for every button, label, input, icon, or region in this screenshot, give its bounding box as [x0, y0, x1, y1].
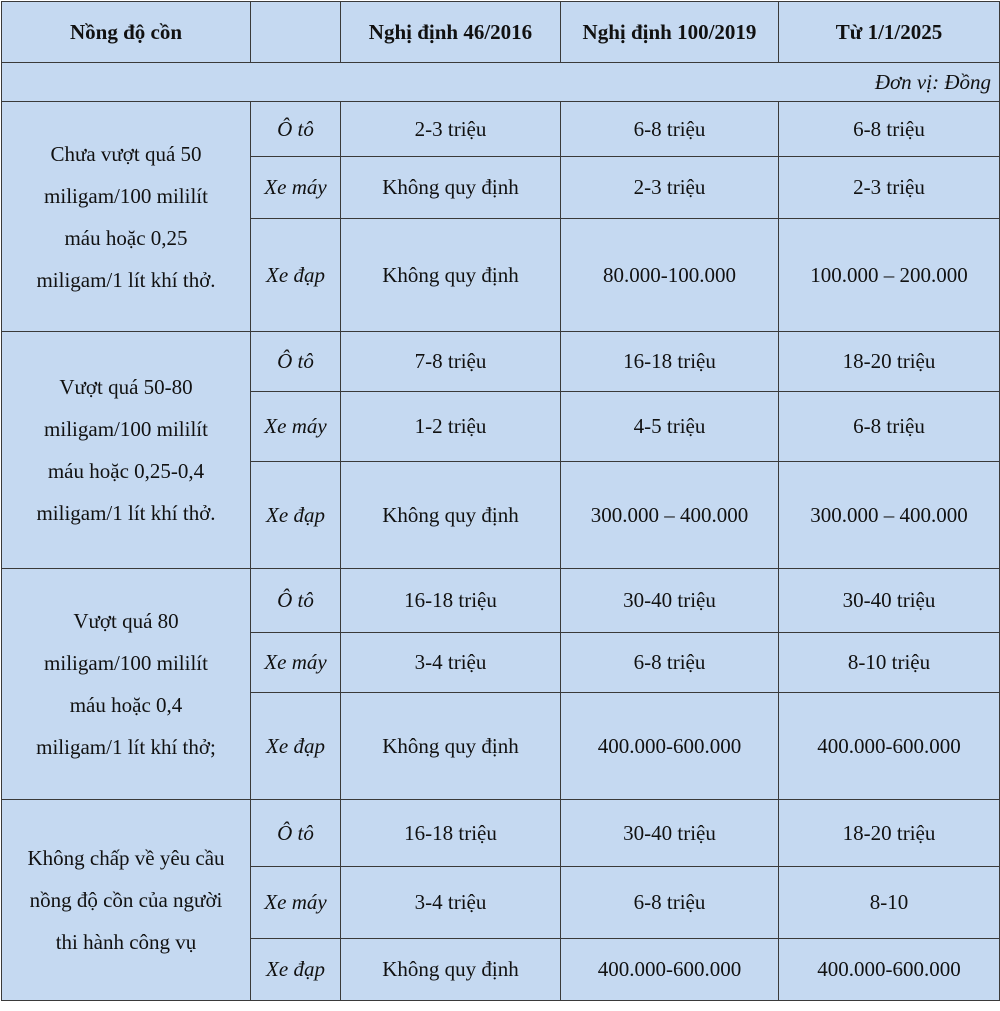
header-decree-100-2019: Nghị định 100/2019 [561, 2, 779, 63]
fine-2025: 18-20 triệu [779, 800, 1000, 867]
vehicle-type: Xe đạp [251, 939, 341, 1001]
fine-2025: 30-40 triệu [779, 569, 1000, 633]
alcohol-fines-table [1, 1, 1000, 1001]
fine-2016: Không quy định [341, 219, 561, 332]
fine-2019: 2-3 triệu [561, 157, 779, 219]
fine-2025: 8-10 triệu [779, 633, 1000, 693]
fine-2016: 1-2 triệu [341, 392, 561, 462]
fine-2019: 4-5 triệu [561, 392, 779, 462]
fine-2025: 8-10 [779, 867, 1000, 939]
condition-line: Không chấp về yêu cầu [27, 846, 225, 870]
vehicle-type: Ô tô [251, 332, 341, 392]
fine-2016: 16-18 triệu [341, 800, 561, 867]
vehicle-type: Xe đạp [251, 219, 341, 332]
table-row [2, 800, 1000, 867]
fine-2019: 16-18 triệu [561, 332, 779, 392]
vehicle-type: Ô tô [251, 800, 341, 867]
fine-2025: 300.000 – 400.000 [779, 462, 1000, 569]
alcohol-condition [2, 102, 251, 332]
fine-2019: 400.000-600.000 [561, 939, 779, 1001]
vehicle-type: Xe máy [251, 157, 341, 219]
header-decree-46-2016: Nghị định 46/2016 [341, 2, 561, 63]
fine-2025: 6-8 triệu [779, 102, 1000, 157]
condition-line: nồng độ cồn của người [29, 888, 223, 912]
fine-2016: 2-3 triệu [341, 102, 561, 157]
unit-row [2, 63, 1000, 102]
condition-line: miligam/100 mililít [44, 417, 208, 441]
fine-2019: 6-8 triệu [561, 102, 779, 157]
condition-line: miligam/1 lít khí thở; [36, 735, 216, 759]
condition-line: miligam/1 lít khí thở. [36, 501, 216, 525]
alcohol-condition [2, 332, 251, 569]
table-row [2, 102, 1000, 157]
vehicle-type: Ô tô [251, 102, 341, 157]
table-row [2, 332, 1000, 392]
header-vehicle [251, 2, 341, 63]
fine-2019: 30-40 triệu [561, 800, 779, 867]
condition-line: miligam/100 mililít [44, 651, 208, 675]
condition-line: thi hành công vụ [55, 930, 197, 954]
condition-line: Chưa vượt quá 50 [50, 141, 202, 166]
condition-line: máu hoặc 0,25 [64, 225, 188, 250]
fine-2016: 16-18 triệu [341, 569, 561, 633]
fine-2025: 400.000-600.000 [779, 693, 1000, 800]
fine-2016: Không quy định [341, 939, 561, 1001]
header-row [2, 2, 1000, 63]
fine-2016: Không quy định [341, 693, 561, 800]
vehicle-type: Xe đạp [251, 693, 341, 800]
unit-label: Đơn vị: Đồng [2, 63, 1000, 102]
condition-line: máu hoặc 0,4 [69, 693, 183, 717]
fine-2019: 400.000-600.000 [561, 693, 779, 800]
fine-2019: 300.000 – 400.000 [561, 462, 779, 569]
fine-2025: 400.000-600.000 [779, 939, 1000, 1001]
header-from-2025: Từ 1/1/2025 [779, 2, 1000, 63]
header-alcohol-level: Nồng độ cồn [2, 2, 251, 63]
fine-2016: 7-8 triệu [341, 332, 561, 392]
condition-line: máu hoặc 0,25-0,4 [47, 459, 205, 483]
vehicle-type: Xe máy [251, 867, 341, 939]
fine-2016: Không quy định [341, 157, 561, 219]
fine-2025: 18-20 triệu [779, 332, 1000, 392]
vehicle-type: Xe đạp [251, 462, 341, 569]
vehicle-type: Xe máy [251, 633, 341, 693]
fine-2025: 100.000 – 200.000 [779, 219, 1000, 332]
fine-2025: 6-8 triệu [779, 392, 1000, 462]
fine-2019: 30-40 triệu [561, 569, 779, 633]
condition-line: miligam/100 mililít [44, 183, 208, 208]
condition-line: Vượt quá 80 [73, 609, 179, 633]
fine-2016: 3-4 triệu [341, 633, 561, 693]
fine-2019: 80.000-100.000 [561, 219, 779, 332]
fine-2016: 3-4 triệu [341, 867, 561, 939]
alcohol-condition [2, 569, 251, 800]
condition-line: miligam/1 lít khí thở. [36, 267, 216, 292]
fine-2019: 6-8 triệu [561, 867, 779, 939]
alcohol-condition [2, 800, 251, 1001]
condition-line: Vượt quá 50-80 [59, 375, 193, 399]
fine-2025: 2-3 triệu [779, 157, 1000, 219]
fine-2016: Không quy định [341, 462, 561, 569]
vehicle-type: Ô tô [251, 569, 341, 633]
table-row [2, 569, 1000, 633]
vehicle-type: Xe máy [251, 392, 341, 462]
fine-2019: 6-8 triệu [561, 633, 779, 693]
